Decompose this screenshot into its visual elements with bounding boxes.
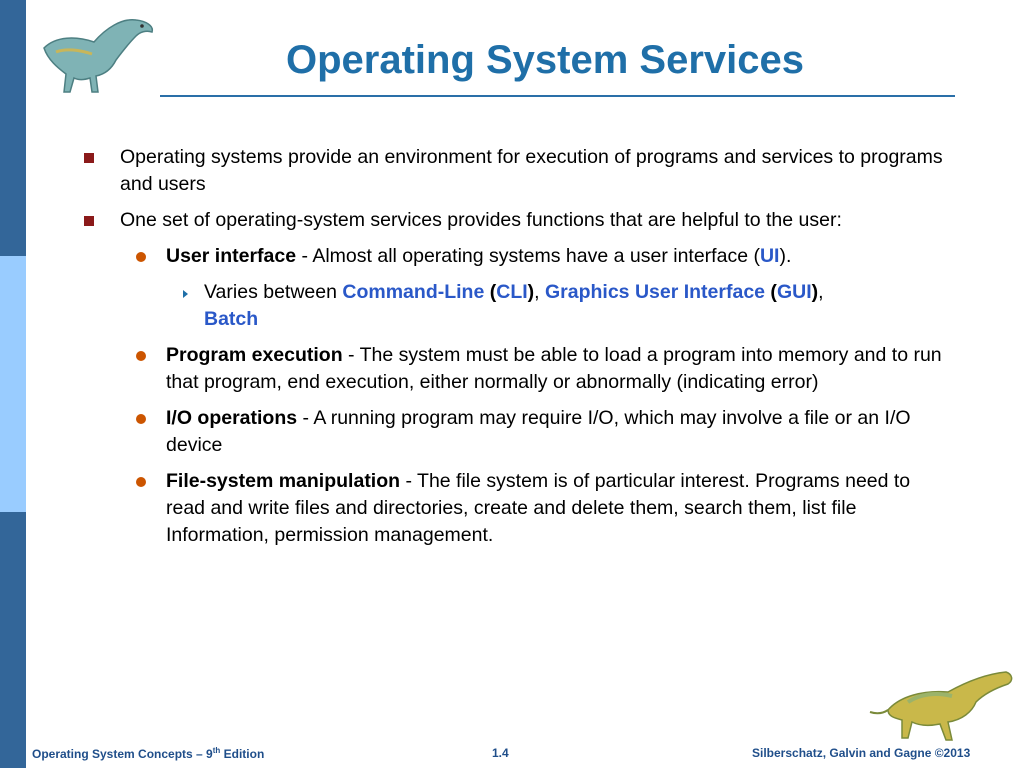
- bullet-text: One set of operating-system services provides functions that are helpful to the user:: [120, 209, 842, 231]
- subbullet-program-execution: [80, 342, 950, 396]
- term-program-execution: Program execution: [166, 344, 343, 366]
- bullet-text: Operating systems provide an environment for execution of programs and services to programs and users: [120, 146, 943, 195]
- comma: ,: [818, 281, 824, 303]
- round-bullet-icon: [136, 351, 146, 361]
- term-user-interface: User interface: [166, 245, 297, 267]
- round-bullet-icon: [136, 414, 146, 424]
- footer-left-sup: th: [212, 746, 221, 755]
- slide-title: Operating System Services: [285, 38, 805, 82]
- subsub-text: Varies between: [204, 281, 343, 303]
- dinosaur-logo-icon: [36, 8, 158, 94]
- bullet-item: [80, 144, 950, 198]
- dinosaur-bottom-icon: [868, 662, 1018, 742]
- round-bullet-icon: [136, 477, 146, 487]
- subbullet-text: - A running program may require I/O, which may involve a file or an I/O device: [166, 407, 911, 456]
- abbr-ui: UI: [759, 245, 780, 267]
- subbullet-text: - The system must be able to load a program into memory and to run that program, end execution, either normally or abnormally (indicating error): [166, 344, 942, 393]
- term-io-operations: I/O operations: [166, 407, 298, 429]
- abbr-cli: CLI: [496, 281, 528, 303]
- paren-close: ): [527, 281, 535, 303]
- footer-authors: Silberschatz, Galvin and Gagne ©2013: [752, 746, 971, 760]
- sidebar-light-segment: [0, 256, 26, 512]
- term-graphics-user-interface: Graphics User Interface: [545, 281, 766, 303]
- subbullet-io-operations: [80, 405, 950, 459]
- subbullet-text-end: ).: [779, 245, 792, 267]
- subsubbullet-ui-types: [80, 279, 950, 333]
- comma: ,: [534, 281, 545, 303]
- subbullet-text: - Almost all operating systems have a user interface (: [296, 245, 760, 267]
- abbr-gui: GUI: [776, 281, 812, 303]
- left-sidebar-strip: [0, 0, 26, 768]
- subbullet-file-system: [80, 468, 950, 549]
- title-underline: [160, 95, 955, 97]
- round-bullet-icon: [136, 252, 146, 262]
- subbullet-text: - The file system is of particular interest. Programs need to read and write files and directories, create and delete them, search them, list file Information, permission management.: [166, 470, 911, 546]
- footer-book-title: [32, 746, 264, 761]
- triangle-bullet-icon: [183, 290, 188, 298]
- paren-open: (: [484, 281, 497, 303]
- footer-page-number: 1.4: [492, 746, 509, 760]
- bullet-item: [80, 207, 950, 234]
- slide-body: [80, 144, 950, 558]
- paren-open: (: [765, 281, 777, 303]
- paren-close: ): [811, 281, 819, 303]
- footer-left-edition: Edition: [220, 747, 265, 761]
- square-bullet-icon: [84, 216, 94, 226]
- term-batch: Batch: [204, 308, 259, 330]
- subbullet-user-interface: [80, 243, 950, 270]
- term-command-line: Command-Line: [342, 281, 485, 303]
- footer-left-text: Operating System Concepts – 9: [32, 747, 213, 761]
- term-file-system-manipulation: File-system manipulation: [166, 470, 401, 492]
- square-bullet-icon: [84, 153, 94, 163]
